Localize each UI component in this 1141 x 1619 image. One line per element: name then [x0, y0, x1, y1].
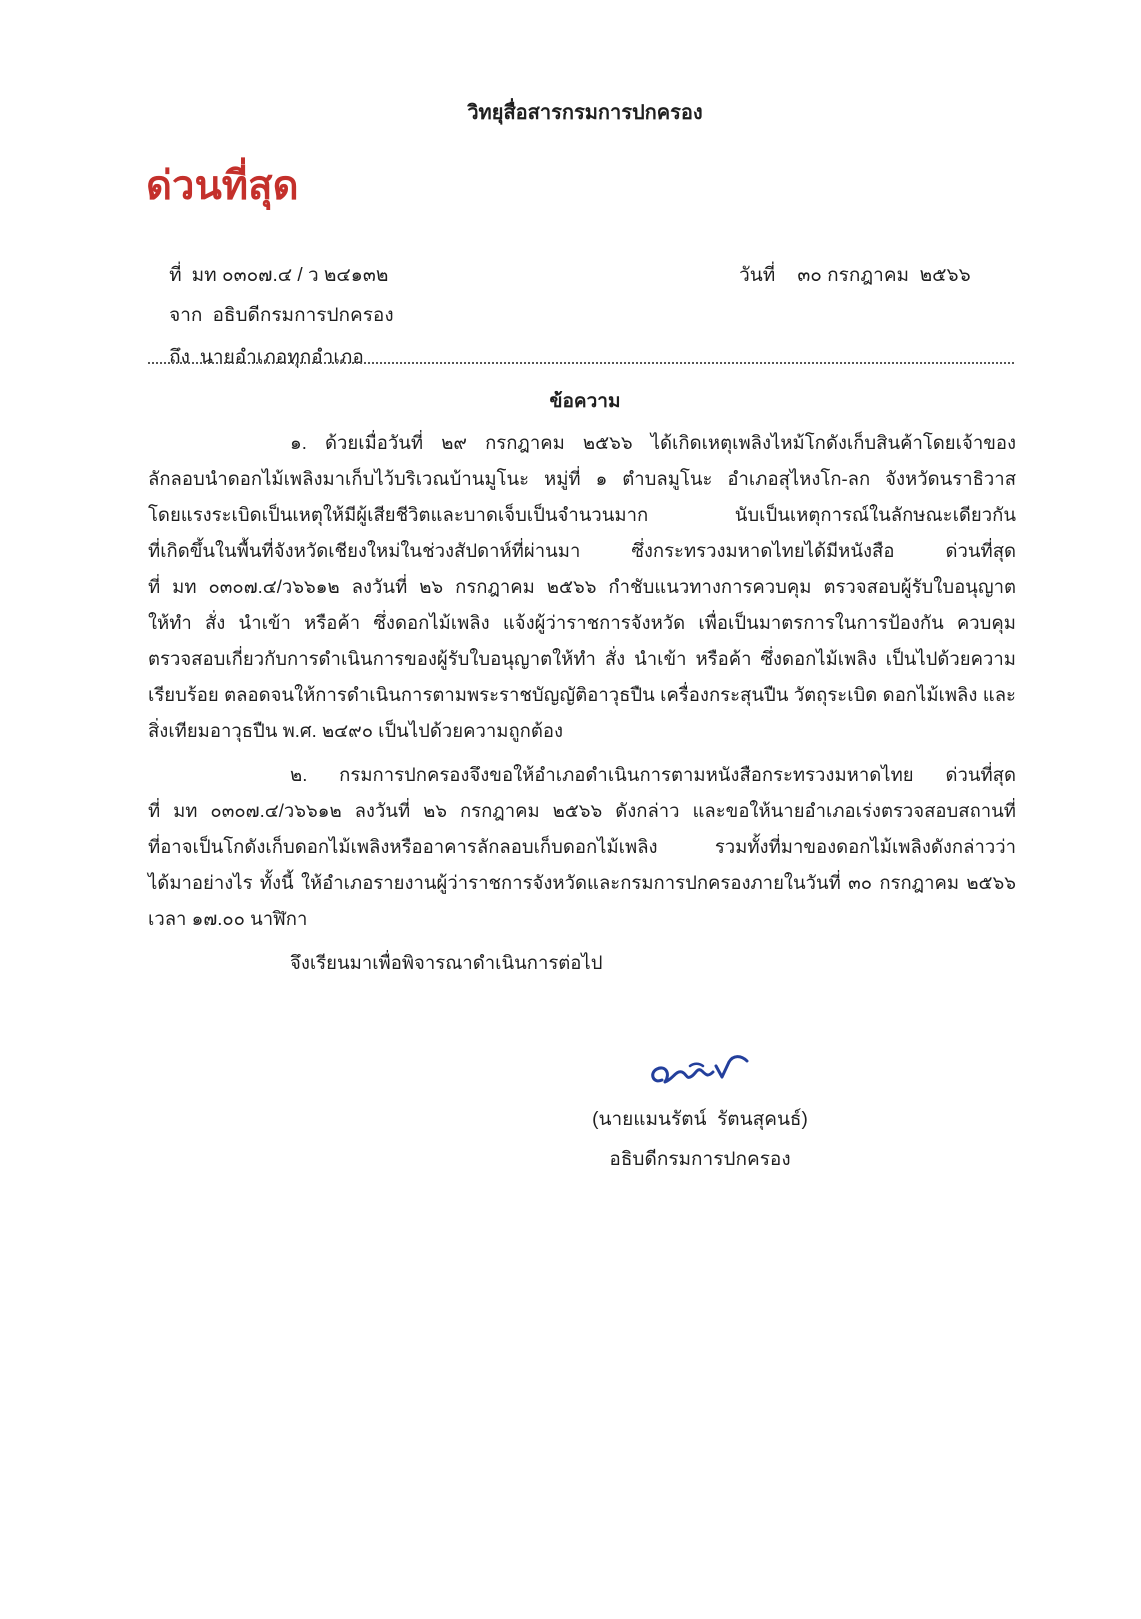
document-title: วิทยุสื่อสารกรมการปกครอง [467, 102, 703, 124]
paragraph-1 [148, 425, 1016, 749]
closing-line: จึงเรียนมาเพื่อพิจารณาดำเนินการต่อไป [290, 952, 603, 973]
paragraph-line: เรียบร้อย ตลอดจนให้การดำเนินการตามพระราชบัญญัติอาวุธปืน เครื่องกระสุนปืน วัตถุระเบิด ดอกไม้เพลิง และ [148, 684, 1016, 705]
signatory-position: อธิบดีกรมการปกครอง [609, 1149, 791, 1170]
paragraph-line: ที่ มท ๐๓๐๗.๔/ว๖๖๑๒ ลงวันที่ ๒๖ กรกฎาคม ๒๕๖๖ ดังกล่าว และขอให้นายอำเภอเร่งตรวจสอบสถานที่ [148, 800, 1016, 821]
recipient-label: ถึง [169, 347, 190, 368]
date-label: วันที่ [739, 265, 776, 286]
paragraph-line: ตรวจสอบเกี่ยวกับการดำเนินการของผู้รับใบอนุญาตให้ทำ สั่ง นำเข้า หรือค้า ซึ่งดอกไม้เพลิง เป็นไปด้วยความ [148, 648, 1016, 669]
document-date [718, 222, 971, 286]
paragraph-line: ๒. กรมการปกครองจึงขอให้อำเภอดำเนินการตามหนังสือกระทรวงมหาดไทย ด่วนที่สุด [290, 764, 1016, 785]
reference-number [148, 222, 389, 286]
recipient-value: นายอำเภอทุกอำเภอ [199, 347, 364, 368]
paragraph-line: ที่อาจเป็นโกดังเก็บดอกไม้เพลิงหรืออาคารลักลอบเก็บดอกไม้เพลิง รวมทั้งที่มาของดอกไม้เพลิงดังกล่าวว่า [148, 836, 1016, 857]
recipient-row [148, 304, 364, 368]
paragraph-line: ได้มาอย่างไร ทั้งนี้ ให้อำเภอรายงานผู้ว่าราชการจังหวัดและกรมการปกครองภายในวันที่ ๓๐ กรกฎาคม ๒๕๖๖ [148, 872, 1016, 893]
date-value: ๓๐ กรกฎาคม ๒๕๖๖ [797, 265, 971, 286]
dotted-divider [148, 362, 1014, 364]
sender-value: อธิบดีกรมการปกครอง [212, 305, 394, 326]
signature-image [646, 1042, 756, 1092]
message-body [148, 425, 1016, 981]
paragraph-line: ลักลอบนำดอกไม้เพลิงมาเก็บไว้บริเวณบ้านมูโนะ หมู่ที่ ๑ ตำบลมูโนะ อำเภอสุไหงโก-ลก จังหวัดนราธิวาส [148, 468, 1016, 489]
message-heading: ข้อความ [549, 391, 621, 412]
paragraph-line: ๑. ด้วยเมื่อวันที่ ๒๙ กรกฎาคม ๒๕๖๖ ได้เกิดเหตุเพลิงไหม้โกดังเก็บสินค้าโดยเจ้าของ [290, 432, 1016, 453]
reference-value: มท ๐๓๐๗.๔ / ว ๒๔๑๓๒ [191, 265, 389, 286]
paragraph-line: ให้ทำ สั่ง นำเข้า หรือค้า ซึ่งดอกไม้เพลิง แจ้งผู้ว่าราชการจังหวัด เพื่อเป็นมาตรการในการป้องกัน ควบคุม [148, 612, 1016, 633]
signatory-name: (นายแมนรัตน์ รัตนสุคนธ์) [592, 1109, 808, 1130]
sender-label: จาก [169, 305, 203, 326]
paragraph-line: สิ่งเทียมอาวุธปืน พ.ศ. ๒๔๙๐ เป็นไปด้วยความถูกต้อง [148, 720, 564, 741]
sender-row [148, 262, 394, 326]
paragraph-line: ที่ มท ๐๓๐๗.๔/ว๖๖๑๒ ลงวันที่ ๒๖ กรกฎาคม ๒๕๖๖ กำชับแนวทางการควบคุม ตรวจสอบผู้รับใบอนุญาต [148, 576, 1016, 597]
paragraph-line: เวลา ๑๗.๐๐ นาฬิกา [148, 908, 308, 929]
urgency-label: ด่วนที่สุด [146, 164, 299, 208]
paragraph-2 [148, 757, 1016, 937]
paragraph-line: โดยแรงระเบิดเป็นเหตุให้มีผู้เสียชีวิตและบาดเจ็บเป็นจำนวนมาก นับเป็นเหตุการณ์ในลักษณะเดียวกัน [148, 504, 1016, 525]
reference-label: ที่ [169, 265, 182, 286]
paragraph-line: ที่เกิดขึ้นในพื้นที่จังหวัดเชียงใหม่ในช่วงสัปดาห์ที่ผ่านมา ซึ่งกระทรวงมหาดไทยได้มีหนังสือ ด่วนที่สุด [148, 540, 1016, 561]
